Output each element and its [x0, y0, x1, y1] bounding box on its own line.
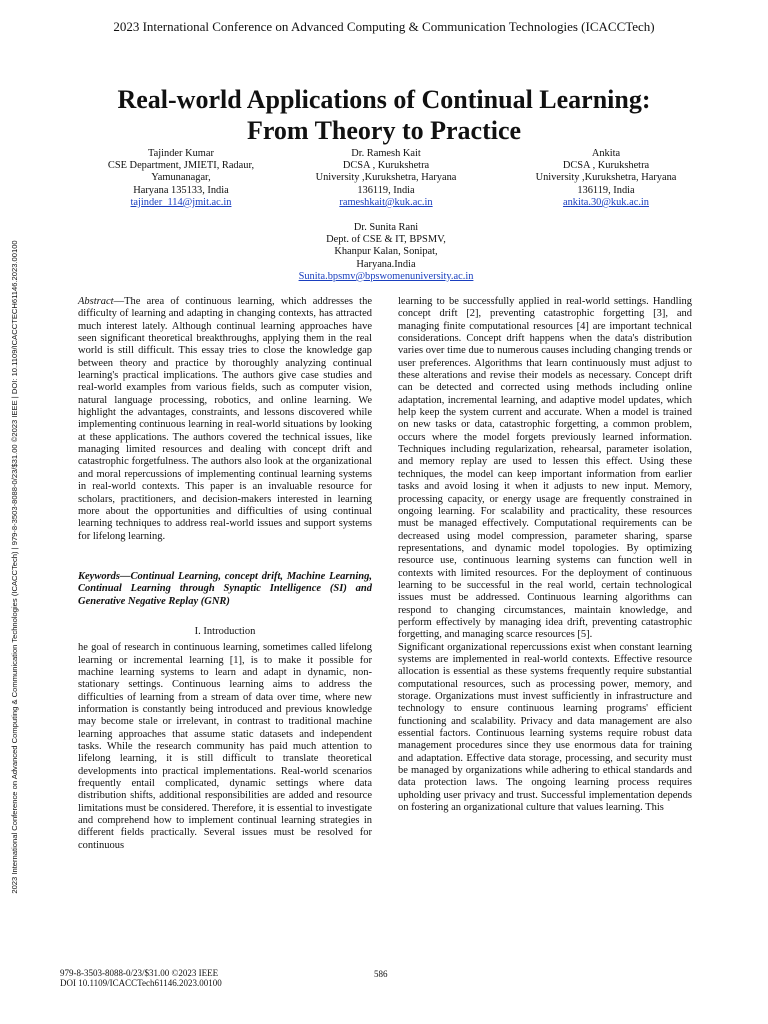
section-heading: I. Introduction	[194, 625, 256, 637]
footer-doi: DOI 10.1109/ICACCTech61146.2023.00100	[60, 978, 222, 988]
conference-header: 2023 International Conference on Advanced Computing & Communication Technologies (ICACCTech)	[113, 19, 655, 34]
author-name: Dr. Ramesh Kait	[351, 148, 421, 159]
author-affiliation: Dept. of CSE & IT, BPSMV,	[326, 234, 446, 246]
paper-title	[40, 84, 728, 146]
author-email-link[interactable]: rameshkait@kuk.ac.in	[339, 196, 433, 208]
footer-copyright	[60, 968, 222, 988]
abstract	[78, 296, 372, 543]
author-affiliation: DCSA , Kurukshetra	[562, 160, 650, 172]
author-email-link[interactable]: ankita.30@kuk.ac.in	[562, 196, 650, 208]
author-affiliation: Haryana.India	[356, 258, 416, 270]
author-affiliation: University ,Kurukshetra, Haryana	[315, 172, 457, 184]
author-name: Dr. Sunita Rani	[353, 222, 419, 233]
footer-isbn: 979-8-3503-8088-0/23/$31.00 ©2023 IEEE	[60, 968, 219, 978]
title-line-2: From Theory to Practice	[246, 116, 522, 145]
author-affiliation: 136119, India	[577, 184, 635, 196]
author-name: Tajinder Kumar	[148, 148, 214, 159]
abstract-text: —The area of continuous learning, which addresses the difficulty of learning and adapting in changing contexts, has attracted much interest lately. Although continual learning approaches have seen significant theoretical breakthroughs, applying them in the real world is still difficult. This essay tries to close the knowledge gap between theory and practice by thoroughly analyzing continual learning's practical implications. The authors give case studies and real-world examples from various fields, such as computer vision, natural language processing, robotics, and online learning. We highlight the advantages, constraints, and lessons discovered while implementing continuous learning in real-world situations by looking at these applications. The authors covered the technical issues, like managing limited resources and dealing with concept drift and catastrophic forgetfulness. The authors also look at the organizational and moral repercussions of implementing continual learning systems in real-world contexts. This paper is an invaluable resource for scholars, practitioners, and decision-makers interested in learning more about the opportunities and difficulties of using continual learning techniques to address real-world issues and support systems for lifelong learning.	[78, 296, 372, 542]
author-affiliation: 136119, India	[357, 184, 415, 196]
author-affiliation: Yamunanagar,	[151, 172, 211, 184]
body-paragraph: Significant organizational repercussions exist when constant learning systems are implemented in real-world contexts. Effective resource allocation is essential as these systems frequently require substantial computational resources, such as processing power, memory, and storage. Organizations must invest sufficiently in infrastructure and technology to ensure continuous learning programs' efficient functioning and scalability. Privacy and data management are also essential factors. Continuous learning systems require robust data management procedures since they use enormous data for training and adaptation. Effective data storage, processing, and security must be managed by organizations while adhering to ethical standards and data protection laws. The ongoing learning process requires upholding user privacy and trust. Successful implementation depends on fostering an organizational culture that values learning. This	[398, 641, 692, 814]
body-paragraph: learning to be successfully applied in real-world settings. Handling concept drift [2], preventing catastrophic forgetting [3], and managing finite computational resources [4] are important technical considerations. Concept drift happens when the data's distribution varies over time due to numerous causes including changing trends or user preferences. Algorithms that learn continuously must adjust to these alterations and revise their models as necessary. Concept drift can be detected and corrected using methods including online adaptation, incremental learning, and adaptive model updates, which help keep the system current and accurate. When a model is trained on new tasks or data, catastrophic forgetting, a common problem, occurs where the model forgets previously learned information. Techniques including regularization, rehearsal, parameter isolation, and memory replay are used to lessen this effect. Using these techniques, the model can keep important information from earlier tasks and avoid losing it when it adjusts to new input. Memory, processing capacity, or energy usage are frequently constrained in ongoing learning. For scalability and practicality, these resources must be managed effectively. Computational requirements can be decreased using model compression, parameter sharing, sparse representations, and dynamic model topologies. By optimizing resource use, continuous learning systems can function well in contexts with limited resources. For the deployment of continuous learning to be successful in the real world, certain technological issues must be addressed. Continuous learning algorithms can respond to changing circumstances, maintain knowledge, and perform effectively by managing idea drift, preventing catastrophic forgetting, and managing scarce resources [5].	[398, 296, 692, 641]
author-name: Ankita	[591, 148, 621, 159]
right-column	[398, 296, 692, 814]
page-number: 586	[374, 969, 388, 979]
title-line-1: Real-world Applications of Continual Learning:	[117, 85, 651, 114]
author-affiliation: Haryana 135133, India	[133, 184, 229, 196]
author-affiliation: DCSA , Kurukshetra	[342, 160, 430, 172]
author-block-1	[82, 148, 280, 209]
author-block-2	[286, 148, 486, 209]
abstract-label: Abstract	[78, 296, 114, 307]
author-affiliation: University ,Kurukshetra, Haryana	[535, 172, 677, 184]
left-column	[78, 296, 372, 852]
author-affiliation: CSE Department, JMIETI, Radaur,	[107, 160, 255, 172]
side-doi-strip: 2023 International Conference on Advanced Computing & Communication Technologies (ICACCTech) | 979-8-3503-8088-0/23/$31.00 ©2023 IEEE | DOI: 10.1109/ICACCTECH61146.2023.00100	[10, 240, 19, 894]
intro-paragraph: he goal of research in continuous learning, sometimes called lifelong learning or incremental learning [1], is to make it possible for machine learning systems to learn and adapt in dynamic, non-stationary settings. Continuous learning aims to address the difficulties of learning from a stream of data over time, where new information is constantly being introduced and previous knowledge may become stale or irrelevant, in contrast to traditional machine learning approaches that assume static datasets and independent tasks. While the research community has paid much attention to lifelong learning, it is still difficult to translate theoretical developments into practical implementations. Real-world scenarios frequently entail complicated, dynamic settings where data distribution shifts, additional responsibilities are added and resource limitations must be considered. Therefore, it is essential to investigate and comprehend how to implement continual learning strategies in different fields practically. Several issues must be resolved for continuous	[78, 642, 372, 851]
author-block-4	[274, 222, 498, 283]
author-email-link[interactable]: tajinder_114@jmit.ac.in	[130, 196, 232, 208]
author-email-link[interactable]: Sunita.bpsmv@bpswomenuniversity.ac.in	[298, 270, 474, 282]
author-block-3	[506, 148, 706, 209]
author-affiliation: Khanpur Kalan, Sonipat,	[334, 246, 438, 258]
keywords: Keywords—Continual Learning, concept drift, Machine Learning, Continual Learning through Synaptic Intelligence (SI) and Generative Negative Replay (GNR)	[78, 570, 372, 607]
